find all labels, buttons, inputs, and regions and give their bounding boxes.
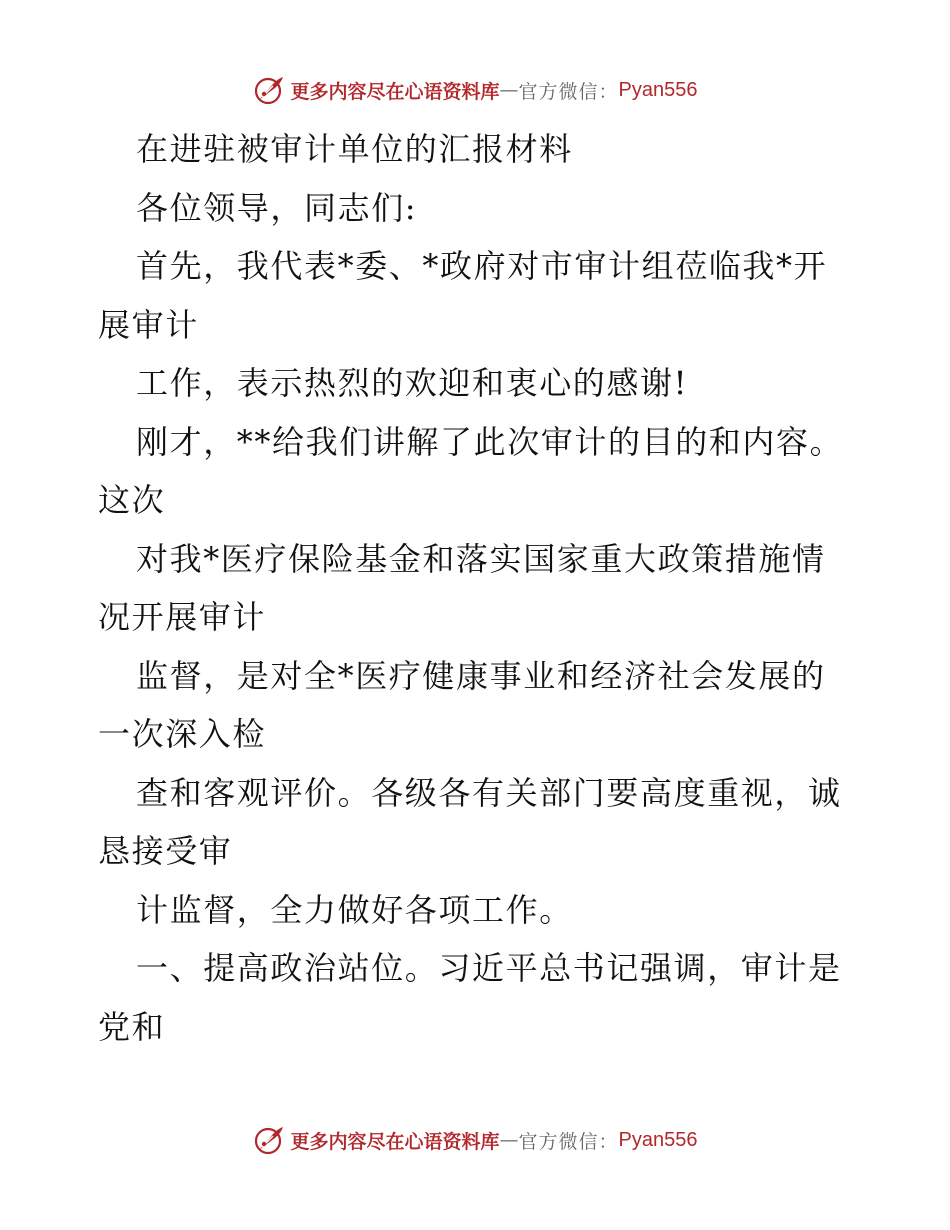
paragraph-line: 工作，表示热烈的欢迎和衷心的感谢! <box>136 364 689 402</box>
wechat-id: Pyan556 <box>618 1128 698 1151</box>
banner-dash: — <box>499 79 519 101</box>
paragraph-line: 首先，我代表*委、*政府对市审计组莅临我*开 <box>136 247 828 285</box>
paragraph-line: 这次 <box>98 481 166 519</box>
feather-pen-logo-icon <box>253 74 285 106</box>
paragraph-line: 对我*医疗保险基金和落实国家重大政策措施情 <box>136 539 826 578</box>
document-title-line: 在进驻被审计单位的汇报材料 <box>136 130 573 168</box>
promo-text: 更多内容尽在心语资料库 <box>290 80 500 103</box>
section-heading-line: 一、提高政治站位。习近平总书记强调，审计是 <box>136 949 842 987</box>
paragraph-line: 党和 <box>98 1007 166 1046</box>
paragraph-line: 查和客观评价。各级各有关部门要高度重视，诚 <box>136 773 842 812</box>
paragraph-line: 况开展审计 <box>98 598 267 636</box>
wechat-id: Pyan556 <box>618 78 698 101</box>
official-wechat-label: 官方微信： <box>518 80 619 103</box>
official-wechat-label: 官方微信： <box>518 1130 619 1153</box>
header-banner <box>0 70 950 110</box>
paragraph-line: 恳接受审 <box>98 832 233 870</box>
feather-pen-logo-icon <box>253 1124 285 1156</box>
footer-banner <box>0 1120 950 1160</box>
promo-text: 更多内容尽在心语资料库 <box>290 1130 500 1153</box>
paragraph-line: 刚才，**给我们讲解了此次审计的目的和内容。 <box>136 422 844 461</box>
paragraph-line: 一次深入检 <box>98 715 267 753</box>
banner-dash: — <box>499 1129 519 1151</box>
paragraph-line: 展审计 <box>98 305 199 344</box>
salutation-line: 各位领导，同志们: <box>136 188 418 227</box>
paragraph-line: 计监督，全力做好各项工作。 <box>136 890 573 929</box>
paragraph-line: 监督，是对全*医疗健康事业和经济社会发展的 <box>136 656 826 695</box>
document-body <box>98 120 858 1056</box>
